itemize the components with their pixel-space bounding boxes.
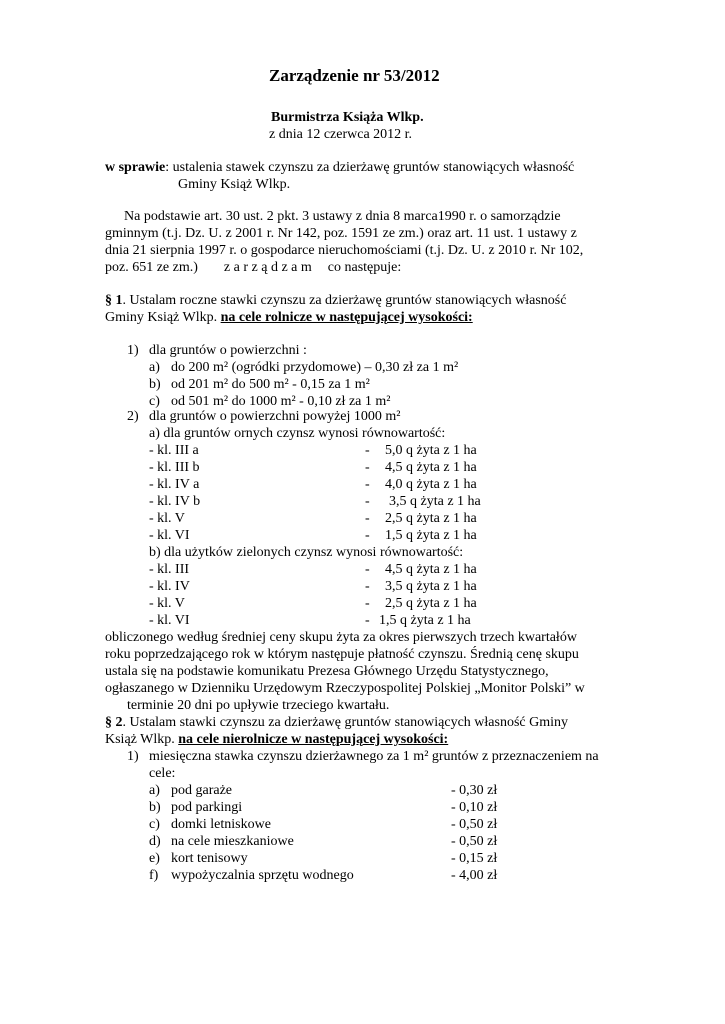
list-item: od 201 m² do 500 m² - 0,15 za 1 m² [171, 377, 370, 392]
purpose: kort tenisowy [171, 851, 248, 866]
purpose: pod garaże [171, 783, 233, 798]
preamble-line-2: gminnym (t.j. Dz. U. z 2001 r. Nr 142, poz. 1591 ze zm.) oraz art. 11 ust. 1 ustawy z [105, 226, 577, 241]
soil-class: - kl. III a [149, 443, 199, 458]
rye-value: 4,5 q żyta z 1 ha [385, 562, 477, 577]
soil-class: - kl. IV a [149, 477, 200, 492]
dash: - [365, 562, 370, 577]
issuer: Burmistrza Książa Wlkp. [271, 110, 424, 125]
price: - 4,00 zł [451, 868, 498, 883]
rye-value: 3,5 q żyta z 1 ha [389, 494, 481, 509]
document-date: z dnia 12 czerwca 2012 r. [269, 127, 413, 142]
dash: - [365, 494, 370, 509]
purpose: na cele mieszkaniowe [171, 834, 294, 849]
list-letter: a) [149, 783, 160, 798]
note-line: obliczonego według średniej ceny skupu żyta za okres pierwszych trzech kwartałów [105, 630, 577, 645]
rye-value: 2,5 q żyta z 1 ha [385, 596, 477, 611]
list-letter: a) [149, 360, 160, 375]
soil-class: - kl. III [149, 562, 190, 577]
s1-item1-number: 1) [127, 343, 139, 358]
dash: - [365, 443, 370, 458]
price: - 0,50 zł [451, 817, 498, 832]
section2-line-2: Książ Wlkp. na cele nierolnicze w następującej wysokości: [105, 732, 449, 747]
list-letter: b) [149, 800, 161, 815]
grassland-heading: b) dla użytków zielonych czynsz wynosi równowartość: [149, 545, 464, 560]
purpose: wypożyczalnia sprzętu wodnego [171, 868, 354, 883]
rye-value: 2,5 q żyta z 1 ha [385, 511, 477, 526]
soil-class: - kl. V [149, 511, 185, 526]
section1-heading-agri: na cele rolnicze w następującej wysokości: [220, 310, 473, 325]
rye-value: 5,0 q żyta z 1 ha [385, 443, 477, 458]
list-letter: c) [149, 817, 160, 832]
s2-item1-line-1: miesięczna stawka czynszu dzierżawnego za 1 m² gruntów z przeznaczeniem na [149, 749, 599, 764]
note-line: terminie 20 dni po upływie trzeciego kwartału. [127, 698, 390, 713]
list-letter: e) [149, 851, 160, 866]
preamble-line-4: poz. 651 ze zm.) z a r z ą d z a m co następuje: [105, 260, 402, 275]
section1-number: § 1 [105, 293, 123, 308]
rye-value: 4,0 q żyta z 1 ha [385, 477, 477, 492]
purpose: domki letniskowe [171, 817, 271, 832]
dash: - [365, 460, 370, 475]
subject-label: w sprawie [105, 160, 166, 175]
document-title: Zarządzenie nr 53/2012 [269, 66, 440, 85]
arable-heading: a) dla gruntów ornych czynsz wynosi równowartość: [149, 426, 446, 441]
soil-class: - kl. IV b [149, 494, 201, 509]
note-line: ogłaszanego w Dzienniku Urzędowym Rzeczypospolitej Polskiej „Monitor Polski” w [105, 681, 585, 696]
soil-class: - kl. VI [149, 613, 190, 628]
rye-value: 1,5 q żyta z 1 ha [385, 528, 477, 543]
dash: - [365, 477, 370, 492]
list-letter: d) [149, 834, 161, 849]
price: - 0,10 zł [451, 800, 498, 815]
preamble-line-1: Na podstawie art. 30 ust. 2 pkt. 3 ustawy z dnia 8 marca1990 r. o samorządzie [124, 209, 561, 224]
section1-line-1: § 1. Ustalam roczne stawki czynszu za dzierżawę gruntów stanowiących własność [105, 293, 567, 308]
list-letter: b) [149, 377, 161, 392]
subject-line-2: Gminy Książ Wlkp. [178, 177, 291, 192]
decree-word: z a r z ą d z a m [223, 260, 312, 275]
list-item: do 200 m² (ogródki przydomowe) – 0,30 zł za 1 m² [171, 360, 459, 375]
dash: - [365, 511, 370, 526]
s1-item1-label: dla gruntów o powierzchni : [149, 343, 307, 358]
section2-number: § 2 [105, 715, 123, 730]
s2-item1-number: 1) [127, 749, 139, 764]
dash: - [365, 613, 370, 628]
s2-item1-line-2: cele: [149, 766, 176, 781]
rye-value: 1,5 q żyta z 1 ha [379, 613, 471, 628]
rye-value: 4,5 q żyta z 1 ha [385, 460, 477, 475]
rye-value: 3,5 q żyta z 1 ha [385, 579, 477, 594]
list-letter: c) [149, 394, 160, 409]
s1-item2-number: 2) [127, 409, 139, 424]
price: - 0,50 zł [451, 834, 498, 849]
section2-line-1: § 2. Ustalam stawki czynszu za dzierżawę gruntów stanowiących własność Gminy [105, 715, 569, 730]
purpose: pod parkingi [171, 800, 243, 815]
list-letter: f) [149, 868, 159, 883]
soil-class: - kl. III b [149, 460, 200, 475]
dash: - [365, 528, 370, 543]
section2-heading-nonagri: na cele nierolnicze w następującej wysokości: [178, 732, 449, 747]
dash: - [365, 596, 370, 611]
soil-class: - kl. IV [149, 579, 190, 594]
soil-class: - kl. V [149, 596, 185, 611]
section1-line-2: Gminy Książ Wlkp. na cele rolnicze w następującej wysokości: [105, 310, 473, 325]
note-line: ustala się na podstawie komunikatu Prezesa Głównego Urzędu Statystycznego, [105, 664, 549, 679]
note-line: roku poprzedzającego rok w którym następuje płatność czynszu. Średnią cenę skupu [105, 647, 579, 662]
price: - 0,30 zł [451, 783, 498, 798]
dash: - [365, 579, 370, 594]
subject-text: : ustalenia stawek czynszu za dzierżawę gruntów stanowiących własność [165, 160, 575, 175]
list-item: od 501 m² do 1000 m² - 0,10 zł za 1 m² [171, 394, 391, 409]
preamble-line-3: dnia 21 sierpnia 1997 r. o gospodarce nieruchomościami (t.j. Dz. U. z 2010 r. Nr 102, [105, 243, 584, 258]
soil-class: - kl. VI [149, 528, 190, 543]
s1-item2-label: dla gruntów o powierzchni powyżej 1000 m² [149, 409, 401, 424]
price: - 0,15 zł [451, 851, 498, 866]
subject-line-1 [105, 159, 574, 176]
